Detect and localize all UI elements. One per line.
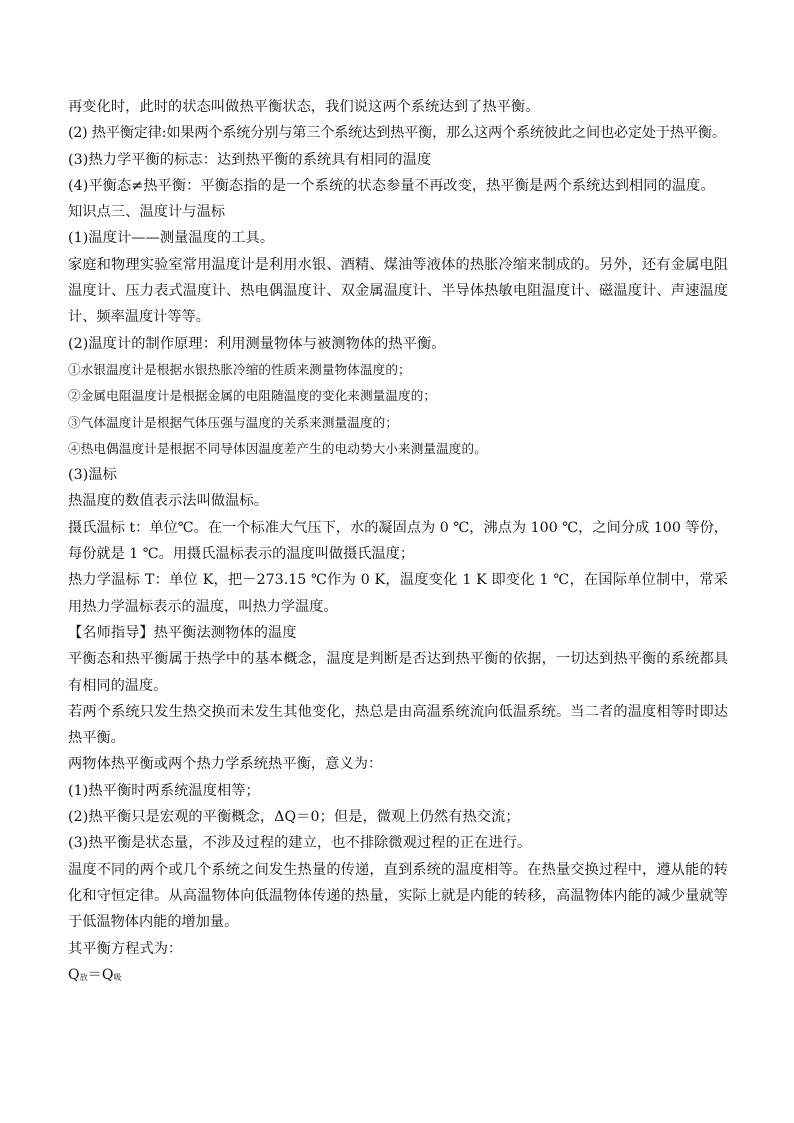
list-item: ④热电偶温度计是根据不同导体因温度差产生的电动势大小来测量温度的。 bbox=[68, 440, 487, 456]
balance-equation bbox=[68, 962, 728, 991]
formula-q-absorbed: Q bbox=[101, 966, 114, 983]
document-page bbox=[68, 94, 728, 991]
paragraph: 热力学温标 T：单位 K，把－273.15 ℃作为 0 K，温度变化 1 K 即变化 1 ℃，在国际单位制中，常采用热力学温标表示的温度，叫热力学温度。 bbox=[68, 572, 728, 615]
section-heading: 【名师指导】热平衡法测物体的温度 bbox=[68, 624, 297, 641]
paragraph: 若两个系统只发生热交换而未发生其他变化，热总是由高温系统流向低温系统。当二者的温度相等时即达热平衡。 bbox=[68, 703, 728, 747]
text-line: 再变化时，此时的状态叫做热平衡状态，我们说这两个系统达到了热平衡。 bbox=[68, 99, 540, 115]
list-item: ②金属电阻温度计是根据金属的电阻随温度的变化来测量温度的； bbox=[68, 388, 437, 404]
text-line: (4)平衡态≠热平衡：平衡态指的是一个系统的状态参量不再改变，热平衡是两个系统达到相同的温度。 bbox=[68, 177, 715, 194]
text-line: (2)温度计的制作原理：利用测量物体与被测物体的热平衡。 bbox=[68, 335, 446, 352]
text-line: 热温度的数值表示法叫做温标。 bbox=[68, 493, 269, 510]
text-line: (1)温度计——测量温度的工具。 bbox=[68, 230, 275, 247]
paragraph: 平衡态和热平衡属于热学中的基本概念，温度是判断是否达到热平衡的依据，一切达到热平衡的系统都具有相同的温度。 bbox=[68, 651, 728, 694]
paragraph: 温度不同的两个或几个系统之间发生热量的传递，直到系统的温度相等。在热量交换过程中，遵从能的转化和守恒定律。从高温物体向低温物体传递的热量，实际上就是内能的转移，高温物体内能的减少量就等于低温物体内能的增加量。 bbox=[68, 861, 728, 931]
formula-subscript-released: 放 bbox=[79, 972, 88, 982]
text-line: (3)热力学平衡的标志：达到热平衡的系统具有相同的温度 bbox=[68, 151, 432, 168]
list-item: (2)热平衡只是宏观的平衡概念，ΔQ＝0；但是，微观上仍然有热交流； bbox=[68, 809, 520, 826]
text-line: 其平衡方程式为： bbox=[68, 940, 183, 957]
subsection-heading: (3)温标 bbox=[68, 467, 117, 484]
list-item: ③气体温度计是根据气体压强与温度的关系来测量温度的； bbox=[68, 414, 399, 430]
formula-q-released: Q bbox=[68, 966, 80, 983]
formula-equals: ＝ bbox=[87, 966, 102, 983]
paragraph: 摄氏温标 t：单位℃。在一个标准大气压下，水的凝固点为 0 ℃，沸点为 100 ℃，之间分成 100 等份，每份就是 1 ℃。用摄氏温标表示的温度叫做摄氏温度； bbox=[68, 519, 728, 563]
text-line: 两物体热平衡或两个热力学系统热平衡，意义为： bbox=[68, 756, 383, 773]
list-item: ①水银温度计是根据水银热胀冷缩的性质来测量物体温度的； bbox=[68, 361, 411, 377]
list-item: (3)热平衡是状态量，不涉及过程的建立，也不排除微观过程的正在进行。 bbox=[68, 835, 532, 852]
formula-subscript-absorbed: 吸 bbox=[113, 972, 122, 982]
list-item: (1)热平衡时两系统温度相等； bbox=[68, 782, 260, 799]
paragraph: 家庭和物理实验室常用温度计是利用水银、酒精、煤油等液体的热胀冷缩来制成的。另外，还有金属电阻温度计、压力表式温度计、热电偶温度计、双金属温度计、半导体热敏电阻温度计、磁温度计、声速温度计、频率温度计等等。 bbox=[68, 256, 728, 326]
text-line: (2) 热平衡定律:如果两个系统分别与第三个系统达到热平衡，那么这两个系统彼此之间也必定处于热平衡。 bbox=[68, 125, 726, 142]
section-heading: 知识点三、温度计与温标 bbox=[68, 204, 226, 221]
